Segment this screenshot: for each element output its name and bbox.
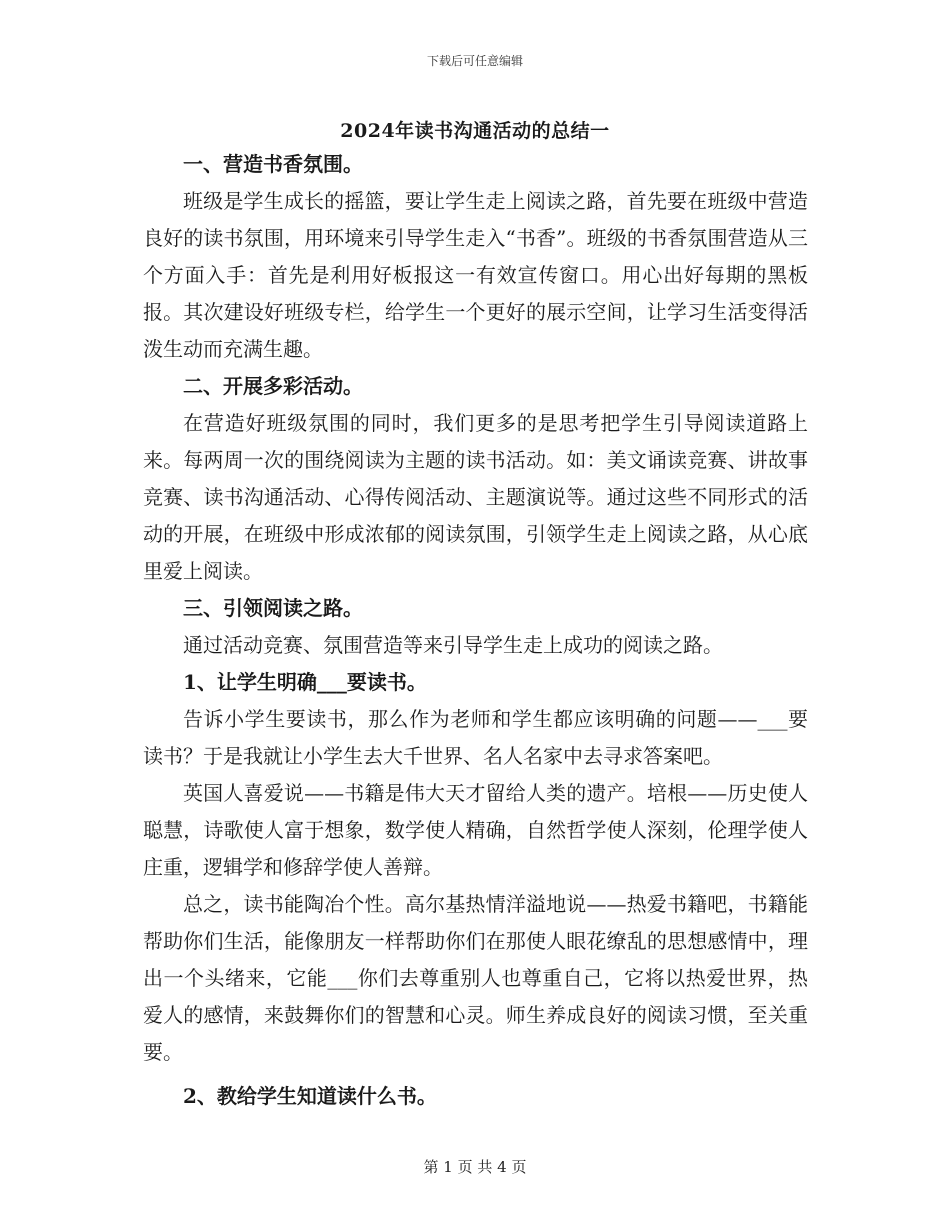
paragraph-2: 在营造好班级氛围的同时，我们更多的是思考把学生引导阅读道路上来。每两周一次的围绕阅读为主题的读书活动。如：美文诵读竞赛、讲故事竞赛、读书沟通活动、心得传阅活动、主题演说等。通过这些不同形式的活动的开展，在班级中形成浓郁的阅读氛围，引领学生走上阅读之路，从心底里爱上阅读。 xyxy=(143,411,808,583)
section-heading-2: 二、开展多彩活动。 xyxy=(183,374,363,398)
paragraph-1: 班级是学生成长的摇篮，要让学生走上阅读之路，首先要在班级中营造良好的读书氛围，用环境来引导学生走入“书香”。班级的书香氛围营造从三个方面入手：首先是利用好板报这一有效宣传窗口。用心出好每期的黑板报。其次建设好班级专栏，给学生一个更好的展示空间，让学习生活变得活泼生动而充满生趣。 xyxy=(143,189,808,361)
paragraph-6: 总之，读书能陶冶个性。高尔基热情洋溢地说——热爱书籍吧，书籍能帮助你们生活，能像朋友一样帮助你们在那使人眼花缭乱的思想感情中，理出一个头绪来，它能___你们去尊重别人也尊重自己，它将以热爱世界，热爱人的感情，来鼓舞你们的智慧和心灵。师生养成良好的阅读习惯，至关重要。 xyxy=(143,892,808,1064)
paragraph-4: 告诉小学生要读书，那么作为老师和学生都应该明确的问题——___要读书？于是我就让小学生去大千世界、名人名家中去寻求答案吧。 xyxy=(143,707,808,768)
subsection-heading-2: 2、教给学生知道读什么书。 xyxy=(183,1084,437,1108)
paragraph-3: 通过活动竞赛、氛围营造等来引导学生走上成功的阅读之路。 xyxy=(183,633,723,657)
subsection-heading-1: 1、让学生明确___要读书。 xyxy=(183,670,427,694)
header-note: 下载后可任意编辑 xyxy=(426,54,523,68)
document-body xyxy=(143,146,808,1115)
section-heading-3: 三、引领阅读之路。 xyxy=(183,596,363,620)
section-heading-1: 一、营造书香氛围。 xyxy=(183,152,363,176)
page-title: 2024年读书沟通活动的总结一 xyxy=(340,120,610,142)
paragraph-5: 英国人喜爱说——书籍是伟大天才留给人类的遗产。培根——历史使人聪慧，诗歌使人富于想象，数学使人精确，自然哲学使人深刻，伦理学使人庄重，逻辑学和修辞学使人善辩。 xyxy=(143,781,808,879)
page-number: 第 1 页 共 4 页 xyxy=(423,1158,527,1176)
